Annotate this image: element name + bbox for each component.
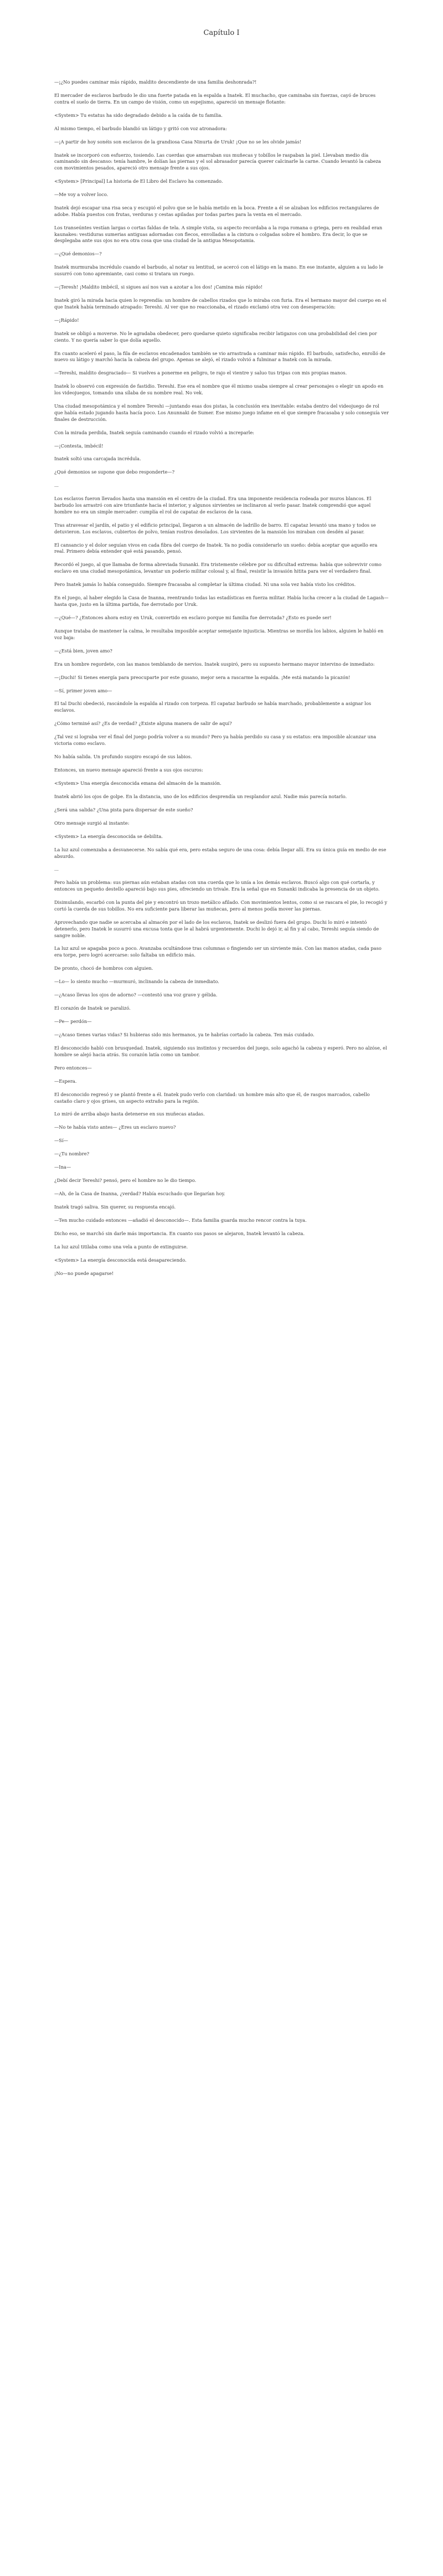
paragraph: —¡¿No puedes caminar más rápido, maldito descendiente de una familia deshonrada?!: [54, 79, 257, 85]
paragraph: Entonces, un nuevo mensaje apareció frente a sus ojos oscuros:: [54, 767, 203, 773]
paragraph: En cuanto aceleró el paso, la fila de esclavos encadenados también se vio arrastrada a caminar más rápido. El barbudo, satisfecho, enrolló de nuevo su látigo y marchó hacia la cabeza del grupo. Apenas se alejó, el rizado volvió a fulminar a Inatek con la mirada.: [54, 350, 385, 363]
paragraph: Dicho eso, se marchó sin darle más importancia. En cuanto sus pasos se alejaron, Inatek levantó la cabeza.: [54, 1231, 305, 1237]
paragraph: —Tereshi, maldito desgraciado— Si vuelves a ponerme en peligro, te rajo el vientre y saluo tus tripas con mis propias manos.: [54, 370, 347, 376]
paragraph: <System> Tu estatus ha sido degradado debido a la caída de tu familia.: [54, 112, 223, 118]
paragraph: La luz azul se apagaba poco a poco. Avanzaba ocultándose tras columnas o fingiendo ser un sirviente más. Con las manos atadas, cada paso era torpe, pero logró acercarse: solo faltaba un edificio más.: [54, 945, 382, 958]
paragraph: El mercader de esclavos barbudo le dio una fuerte patada en la espalda a Inatek. El muchacho, que caminaba sin fuerzas, cayó de bruces contra el suelo de tierra. En un campo de visión, como un espejismo, apareció un mensaje flotante:: [54, 92, 376, 105]
paragraph: ¡No—no puede apagarse!: [54, 1271, 114, 1277]
paragraph: —Sí, primer joven amo—: [54, 687, 112, 693]
paragraph: Inatek soltó una carcajada incrédula.: [54, 456, 141, 462]
paragraph: <System> [Principal] La historia de El Libro del Esclavo ha comenzado.: [54, 178, 223, 184]
paragraph: —Lo— lo siento mucho —murmuró, inclinando la cabeza de inmediato.: [54, 979, 219, 985]
paragraph: —¿Tu nombre?: [54, 1151, 90, 1157]
paragraph: Los esclavos fueron llevados hasta una mansión en el centro de la ciudad. Era una imponente residencia rodeada por muros blancos. El barbudo los arrastró con aire triunfante hacia el interior, y algunos sirvientes se inclinaron al verlo pasar. Inatek comprendió que aquel hombre no era un simple mercader: cumplía el rol de capataz de esclavos de la casa.: [54, 496, 372, 515]
paragraph: —¿Está bien, joven amo?: [54, 647, 112, 654]
paragraph: —Ina—: [54, 1164, 71, 1170]
paragraph: Inatek giró la mirada hacia quien lo reprendía: un hombre de cabellos rizados que lo miraba con furia. Era el hermano mayor del cuerpo en el que Inatek había terminado atrapado: Tereshi. Al ver que no reaccionaba, el rizado exclamó otra vez con desesperación:: [54, 297, 387, 310]
paragraph: Inatek se obligó a moverse. No le agradaba obedecer, pero quedarse quieto significaba recibir latigazos con una probabilidad del cien por ciento. Y no quería saber lo que dolía aquello.: [54, 330, 377, 343]
paragraph: Al mismo tiempo, el barbudo blandió un látigo y gritó con voz atronadora:: [54, 125, 227, 131]
paragraph: —¡Rápido!: [54, 317, 79, 323]
paragraph: El tal Duchi obedeció, rascándole la espalda al rizado con torpeza. El capataz barbudo se había marchado, probablemente a asignar los esclavos.: [54, 701, 372, 713]
paragraph: Inatek lo observó con expresión de fastidio. Tereshi. Ese era el nombre que él mismo usaba siempre al crear personajes o elegir un apodo en los videojuegos, tomando una sílaba de su nombre real. No vek.: [54, 383, 384, 396]
paragraph: Inatek abrió los ojos de golpe. En la distancia, uno de los edificios desprendía un resplandor azul. Nadie más parecía notarlo.: [54, 793, 347, 799]
paragraph: ¿Será una salida? ¿Una pista para dispersar de este sueño?: [54, 806, 193, 813]
paragraph: —¿Acaso tienes varias vidas? Si hubieras sido mis hermanos, ya te habrías cortado la cabeza. Ten más cuidado.: [54, 1032, 315, 1038]
paragraph: Inatek dejó escapar una risa seca y escupió el polvo que se le había metido en la boca. Frente a él se alzaban los edificios rectangulares de adobe. Había puestos con frutas, verduras y cestas apiladas por todas partes para la venta en el mercado.: [54, 205, 379, 217]
paragraph: Disimulando, escarbó con la punta del pie y encontró un trozo metálico afilado. Con movimientos lentos, como si se rascara el pie, lo recogió y cortó la cuerda de sus tobillos. No era suficiente para liberar las muñecas, pero al menos podía mover las piernas.: [54, 899, 388, 912]
paragraph: —¡Teresh! ¡Maldito imbécil, si sigues así nos van a azotar a los dos! ¡Camina más rápido!: [54, 284, 263, 290]
paragraph: —Espera.: [54, 1078, 77, 1084]
paragraph: <System> La energía desconocida está desapareciendo.: [54, 1257, 187, 1263]
paragraph: ¿Tal vez si lograba ver el final del juego podría volver a su mundo? Pero ya había perdido su casa y su estatus: era imposible alcanzar una victoria como esclavo.: [54, 734, 377, 746]
paragraph: <System> La energía desconocida se debilita.: [54, 833, 163, 839]
paragraph: En el juego, al haber elegido la Casa de Inanna, reentrando todas las estadísticas en fuerza militar. Había lucha crecer a la ciudad de Lagash— hasta que, justo en la última partida, fue derrotado por Uruk.: [54, 595, 389, 607]
paragraph: —Sí—: [54, 1138, 68, 1144]
paragraph: El desconocido habló con brusquedad. Inatek, siguiendo sus instintos y recuerdos del juego, solo agachó la cabeza y esperó. Pero no alzóse, el hombre se alejó hacia atrás. Su corazón latía como un tambor.: [54, 1045, 387, 1057]
paragraph: Los transeúntes vestían largas o cortas faldas de tela. A simple vista, su aspecto recordaba a la ropa romana o griega, pero en realidad eran kaunakes: vestiduras sumerias antiguas adornadas con flecos, envolladas a la cintura o colgadas sobre el hombro. Era decir, lo que se desplegaba ante sus ojos no era otra cosa que una ciudad de la antigua Mesopotamia.: [54, 224, 383, 244]
chapter-body: [54, 79, 389, 1277]
paragraph: El corazón de Inatek se paralizó.: [54, 1005, 131, 1011]
paragraph: Tras atravesar el jardín, el patio y el edificio principal, llegaron a un almacén de ladrillo de barro. El capataz levantó una mano y todos se detuvieron. Los esclavos, cubiertos de polvo, tenían rostros desolados. Los sirvientes de la mansión los miraban con desdén al pasar.: [54, 522, 376, 534]
paragraph: Era un hombre regordete, con las manos temblando de nervios. Inatek suspiró, pero su supuesto hermano mayor intervino de inmediato:: [54, 661, 375, 667]
paragraph: Inatek se incorporó con esfuerzo, tosiendo. Las cuerdas que amarraban sus muñecas y tobillos le raspaban la piel. Llevaban medio día caminando sin descanso: tenía hambre, le dolían las piernas y el sol abrasador parecía querer calcinarle la carne. Cuando levantó la cabeza con movimientos pesados, apareció otro mensaje frente a sus ojos.: [54, 152, 381, 171]
paragraph: —No te había visto antes— ¿Eres un esclavo nuevo?: [54, 1124, 176, 1130]
paragraph: ...: [54, 866, 59, 872]
paragraph: —¡Contesta, imbécil!: [54, 443, 104, 449]
paragraph: ¿Qué demonios se supone que debo responderte—?: [54, 469, 175, 475]
paragraph: —Me voy a volver loco.: [54, 192, 109, 198]
paragraph: ¿Cómo terminé así? ¿Es de verdad? ¿Existe alguna manera de salir de aquí?: [54, 721, 232, 727]
paragraph: Una ciudad mesopotámica y el nombre Tereshi —juntando esas dos pistas, la conclusión era inevitable: estaba dentro del videojuego de rol que había estado jugando hasta hacía poco. Los Anunnaki de Sumer. Ese mismo juego infame en el que siempre fracasaba y solo conseguía ver finales de destrucción.: [54, 403, 389, 422]
paragraph: Recordó el juego, al que llamaba de forma abreviada Sunanki. Era tristemente célebre por su dificultad extrema: había que sobrevivir como esclavo en una ciudad mesopotámica, levantar un poderío militar colosal y, al final, resistir la invasión hitita para ver el verdadero final.: [54, 562, 382, 574]
paragraph: <System> Una energía desconocida emana del almacén de la mansión.: [54, 780, 222, 786]
paragraph: Inatek tragó saliva. Sin querer, su respuesta encajó.: [54, 1204, 176, 1210]
paragraph: De pronto, chocó de hombros con alguien.: [54, 965, 153, 971]
paragraph: —¡A partir de hoy sonéis son esclavos de la grandiosa Casa Ninurta de Uruk! ¡Que no se les olvide jamás!: [54, 138, 302, 145]
paragraph: Pero había un problema: sus piernas aún estaban atadas con una cuerda que lo unía a los demás esclavos. Buscó algo con qué cortarla, y entonces un pequeño destello apareció bajo sus pies, ofreciendo un trivale. Era la señal que en Sunanki indicaba la presencia de un objeto.: [54, 880, 380, 892]
paragraph: No había salida. Un profundo suspiro escapó de sus labios.: [54, 753, 192, 759]
paragraph: ¿Debí decir Tereshi? pensó, pero el hombre no le dio tiempo.: [54, 1178, 197, 1184]
paragraph: Pero Inatek jamás lo había conseguido. Siempre fracasaba al completar la última ciudad. Ni una sola vez había visto los créditos.: [54, 582, 356, 588]
chapter-title: Capítulo I: [203, 29, 240, 37]
paragraph: —¿Qué demonios—?: [54, 251, 102, 257]
paragraph: La luz azul comenzaba a desvanecerse. No sabía qué era, pero estaba seguro de una cosa: debía llegar allí. Era su única guía en medio de ese absurdo.: [54, 846, 387, 859]
paragraph: —Pe— perdón—: [54, 1019, 92, 1025]
paragraph: Aunque trataba de mantener la calma, le resultaba imposible aceptar semejante injusticia. Mientras se mordía los labios, alguien le habló en voz baja:: [54, 628, 384, 640]
paragraph: —¡Duchi! Si tienes energía para preocuparte por este gusano, mejor sera a rascarme la espalda. ¡Me está matando la picazón!: [54, 674, 351, 680]
paragraph: —Ah, de la Casa de Inanna, ¿verdad? Había escuchado que llegarían hoy.: [54, 1191, 225, 1197]
paragraph: Inatek murmuraba incrédulo cuando el barbudo, al notar su lentitud, se acercó con el látigo en la mano. En ese instante, alguien a su lado le susurró con tono apremiante, casi como si tratara un ruego.: [54, 264, 384, 277]
paragraph: ...: [54, 482, 59, 489]
paragraph: —Ten mucho cuidado entonces —añadió el desconocido—. Esta familia guarda mucho rencor contra la tuya.: [54, 1217, 307, 1223]
paragraph: La luz azul titilaba como una vela a punto de extinguirse.: [54, 1244, 188, 1250]
paragraph: Otro mensaje surgió al instante:: [54, 820, 130, 826]
paragraph: Pero entonces—: [54, 1065, 92, 1071]
paragraph: —¿Acaso llevas los ojos de adorno? —contestó una voz grave y gélida.: [54, 992, 218, 998]
paragraph: El desconocido regresó y se plantó frente a él. Inatek pudo verlo con claridad: un hombre más alto que él, de rasgos marcados, cabello castaño claro y ojos grises, un aspecto extraño para la región.: [54, 1091, 370, 1104]
paragraph: Con la mirada perdida, Inatek seguía caminando cuando el rizado volvió a increparle:: [54, 429, 255, 435]
paragraph: El cansancio y el dolor seguían vivos en cada fibra del cuerpo de Inatek. Ya no podía considerarlo un sueño: debía aceptar que aquello era real. Primero debía entender qué está pasando, pensó.: [54, 542, 378, 554]
paragraph: Aprovechando que nadie se acercaba al almacén por el lado de los esclavos, Inatek se deslizó fuera del grupo. Duchi lo miró e intentó detenerlo, pero Inatek le susurró una excusa tonta que le al habrá urgentemente. Duchi lo dejó ir, al fin y al cabo, Tereshi seguía siendo de sangre noble.: [54, 919, 379, 938]
paragraph: Lo miró de arriba abajo hasta detenerse en sus muñecas atadas.: [54, 1111, 205, 1117]
paragraph: —¿Qué—? ¿Entonces ahora estoy en Uruk, convertido en esclavo porque mi familia fue derrotada? ¿Esto es puede ser!: [54, 614, 332, 620]
